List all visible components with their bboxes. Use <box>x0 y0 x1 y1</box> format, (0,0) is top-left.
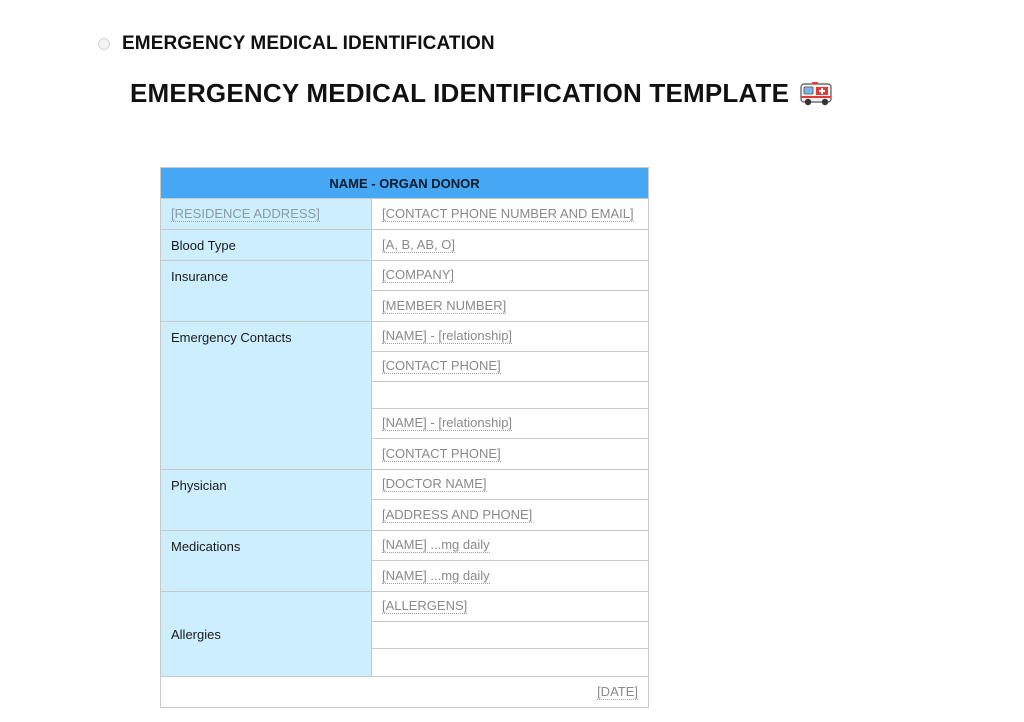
physician-row <box>161 470 648 531</box>
allergy-line-2[interactable] <box>372 622 648 649</box>
emergency-contacts-row <box>161 322 648 470</box>
allergies-label: Allergies <box>161 592 372 676</box>
insurance-label: Insurance <box>161 261 372 321</box>
physician-label: Physician <box>161 470 372 530</box>
contact2-name-placeholder[interactable]: [NAME] - [relationship] <box>382 415 513 430</box>
contact2-name-cell[interactable] <box>372 409 648 439</box>
date-placeholder[interactable]: [DATE] <box>597 683 638 699</box>
contact2-phone-cell[interactable] <box>372 439 648 469</box>
radio-button[interactable] <box>98 38 110 50</box>
contact-spacer-cell[interactable] <box>372 382 648 409</box>
medication1-placeholder[interactable]: [NAME] ...mg daily <box>382 537 490 552</box>
allergies-row <box>161 592 648 677</box>
address-row <box>161 199 648 230</box>
contact1-name-placeholder[interactable]: [NAME] - [relationship] <box>382 328 513 343</box>
option-label: EMERGENCY MEDICAL IDENTIFICATION <box>122 33 495 54</box>
member-number-placeholder[interactable]: [MEMBER NUMBER] <box>382 297 507 313</box>
emergency-contacts-label: Emergency Contacts <box>161 322 372 469</box>
blood-type-placeholder[interactable]: [A, B, AB, O] <box>382 236 455 252</box>
allergy-line-3[interactable] <box>372 649 648 676</box>
card-heading: NAME - ORGAN DONOR <box>161 168 648 199</box>
contact1-phone-cell[interactable] <box>372 352 648 382</box>
option-row[interactable] <box>98 33 495 55</box>
date-row <box>161 677 648 707</box>
doctor-address-cell[interactable] <box>372 500 648 530</box>
doctor-name-cell[interactable] <box>372 470 648 500</box>
allergens-placeholder[interactable]: [ALLERGENS] <box>382 598 468 613</box>
medication2-cell[interactable] <box>372 561 648 591</box>
member-number-cell[interactable] <box>372 291 648 321</box>
contact-phone-email-placeholder[interactable]: [CONTACT PHONE NUMBER AND EMAIL] <box>382 205 634 221</box>
medication1-cell[interactable] <box>372 531 648 561</box>
insurance-row <box>161 261 648 322</box>
medications-row <box>161 531 648 592</box>
contact-phone-email-cell[interactable] <box>372 199 648 229</box>
page-title-row <box>130 78 833 109</box>
doctor-name-placeholder[interactable]: [DOCTOR NAME] <box>382 476 487 491</box>
blood-type-cell[interactable] <box>372 230 648 260</box>
insurance-company-placeholder[interactable]: [COMPANY] <box>382 267 454 282</box>
insurance-company-cell[interactable] <box>372 261 648 291</box>
page-title: EMERGENCY MEDICAL IDENTIFICATION TEMPLATE <box>130 78 790 108</box>
contact1-name-cell[interactable] <box>372 322 648 352</box>
medical-id-card <box>160 167 649 708</box>
residence-address-cell[interactable] <box>161 199 372 229</box>
contact2-phone-placeholder[interactable]: [CONTACT PHONE] <box>382 445 501 461</box>
medications-label: Medications <box>161 531 372 591</box>
contact1-phone-placeholder[interactable]: [CONTACT PHONE] <box>382 358 501 373</box>
allergens-cell[interactable] <box>372 592 648 622</box>
doctor-address-placeholder[interactable]: [ADDRESS AND PHONE] <box>382 506 533 522</box>
blood-type-row <box>161 230 648 261</box>
medication2-placeholder[interactable]: [NAME] ...mg daily <box>382 567 490 583</box>
ambulance-icon <box>799 81 833 107</box>
blood-type-label: Blood Type <box>161 230 372 260</box>
residence-address-placeholder[interactable]: [RESIDENCE ADDRESS] <box>171 205 320 221</box>
